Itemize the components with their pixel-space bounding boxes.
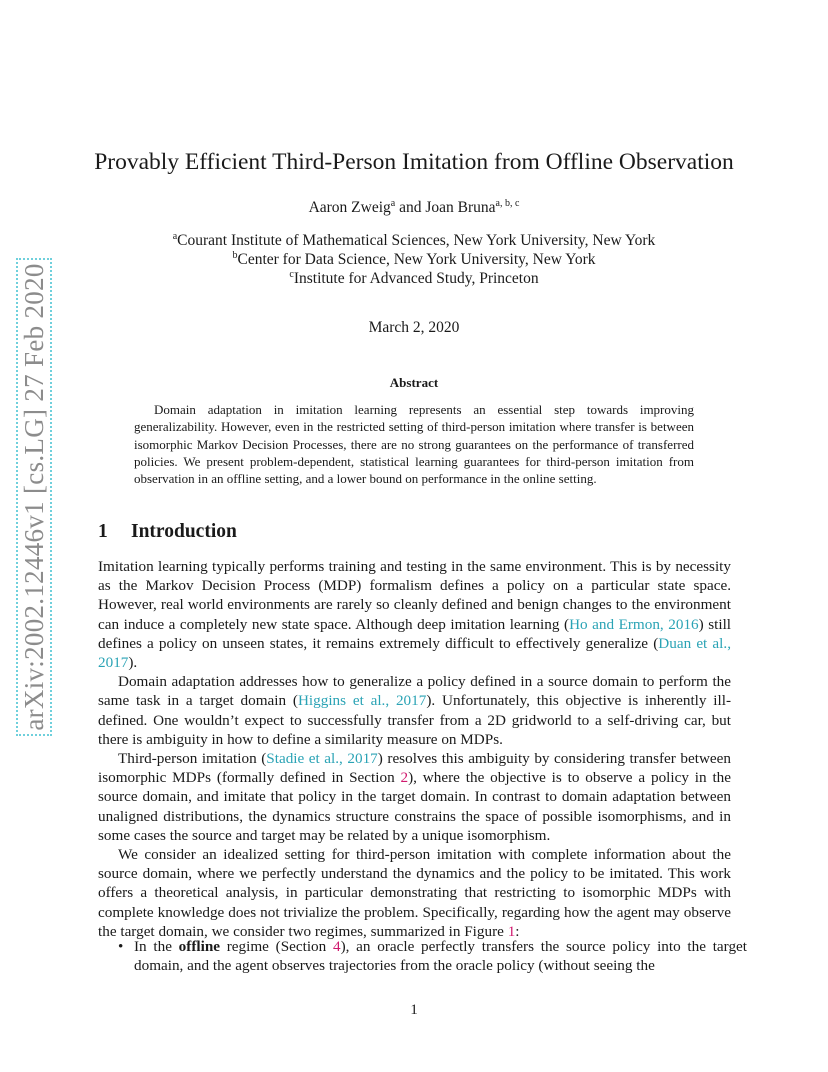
figure-reference-link[interactable]: 1 <box>507 922 516 940</box>
affiliation-text: Courant Institute of Mathematical Sciences, New York University, New York <box>177 232 656 249</box>
citation-link[interactable]: Duan et al., 2017 <box>98 634 731 672</box>
affiliation-text: Center for Data Science, New York University, New York <box>237 251 596 268</box>
paragraph <box>98 672 731 749</box>
affiliation-mark: a <box>172 230 178 242</box>
body-text <box>98 557 731 941</box>
text-run: We consider an idealized setting for third-person imitation with complete information about the source domain, where we perfectly understand the dynamics and the policy to be imitated. This work offers a theoretical analysis, in particular demonstrating that restricting to isomorphic MDPs with complete knowledge does not trivialize the problem. Specifically, regarding how the agent may observe the target domain, we consider two regimes, summarized in Figure <box>98 846 731 940</box>
paper-title: Provably Efficient Third-Person Imitation from Offline Observation <box>94 149 734 175</box>
abstract-text: Domain adaptation in imitation learning represents an essential step towards improving generalizability. However, even in the restricted setting of third-person imitation where transfer is between isomorphic Markov Decision Processes, there are no strong guarantees on the performance of transferred policies. We present problem-dependent, statistical learning guarantees for third-person imitation from observation in an offline setting, and a lower bound on performance in the online setting. <box>134 402 694 487</box>
section-reference-link[interactable]: 4 <box>332 938 341 955</box>
citation-link[interactable]: Ho and Ermon, 2016 <box>569 615 699 633</box>
affiliation <box>0 270 828 288</box>
author-name: Joan Bruna <box>425 199 496 216</box>
bold-term: offline <box>178 938 221 955</box>
arxiv-identifier: arXiv:2002.12446v1 [cs.LG] 27 Feb 2020 <box>16 258 52 736</box>
text-run: ), where the objective is to observe a policy in the source domain, and imitate that policy in the target domain. In contrast to domain adaptation between unaligned distributions, the dynamics structure constrains the space of possible isomorphisms, and in some cases the source and target may be related by a unique isomorphism. <box>98 769 731 844</box>
text-run: Third-person imitation ( <box>118 750 267 768</box>
paragraph <box>98 557 731 672</box>
text-run: ), an oracle perfectly transfers the source policy into the target domain, and the agent observes trajectories from the oracle policy (without seeing the <box>134 938 748 975</box>
text-run: ). <box>128 654 138 672</box>
author-affiliation-mark: a <box>390 197 396 209</box>
bullet-item <box>118 937 747 975</box>
section-title: Introduction <box>131 521 237 542</box>
text-run: In the <box>134 938 179 955</box>
text-run: ) resolves this ambiguity by considering transfer between isomorphic MDPs (formally defined in Section <box>98 750 731 787</box>
text-run: : <box>515 922 520 940</box>
citation-link[interactable]: Stadie et al., 2017 <box>266 750 378 768</box>
text-run: Domain adaptation addresses how to generalize a policy defined in a source domain to perform the same task in a target domain ( <box>98 673 731 710</box>
author-conjunction: and <box>395 199 426 216</box>
paragraph <box>98 749 731 845</box>
affiliation <box>0 251 828 269</box>
section-number: 1 <box>98 521 108 542</box>
page-number: 1 <box>410 1001 418 1018</box>
author-line <box>0 199 828 217</box>
author-name: Aaron Zweig <box>308 199 391 216</box>
section-reference-link[interactable]: 2 <box>400 769 409 787</box>
text-run: ) still defines a policy on unseen states, it remains extremely difficult to effectively generalize ( <box>98 615 732 652</box>
section-heading <box>98 521 237 543</box>
abstract-heading: Abstract <box>389 375 439 390</box>
paragraph <box>98 845 731 941</box>
text-run: ). Unfortunately, this objective is inherently ill-defined. One wouldn’t expect to successfully transfer from a 2D gridworld to a self-driving car, but there is ambiguity in how to define a similarity measure on MDPs. <box>98 692 731 748</box>
author-affiliation-mark: a, b, c <box>495 197 520 209</box>
affiliation-mark: b <box>232 249 238 261</box>
abstract-body <box>134 401 694 487</box>
text-run: Imitation learning typically performs training and testing in the same environment. This is by necessity as the Markov Decision Process (MDP) formalism defines a policy on a particular state space. However, real world environments are rarely so cleanly defined and benign changes to the environment can induce a completely new state space. Although deep imitation learning ( <box>98 558 731 633</box>
citation-link[interactable]: Higgins et al., 2017 <box>297 692 427 710</box>
affiliation-text: Institute for Advanced Study, Princeton <box>293 270 539 287</box>
affiliation-mark: c <box>289 268 294 280</box>
bullet-icon: • <box>118 938 124 955</box>
paper-date: March 2, 2020 <box>368 319 460 336</box>
affiliation <box>0 232 828 250</box>
text-run: regime (Section <box>220 938 333 955</box>
